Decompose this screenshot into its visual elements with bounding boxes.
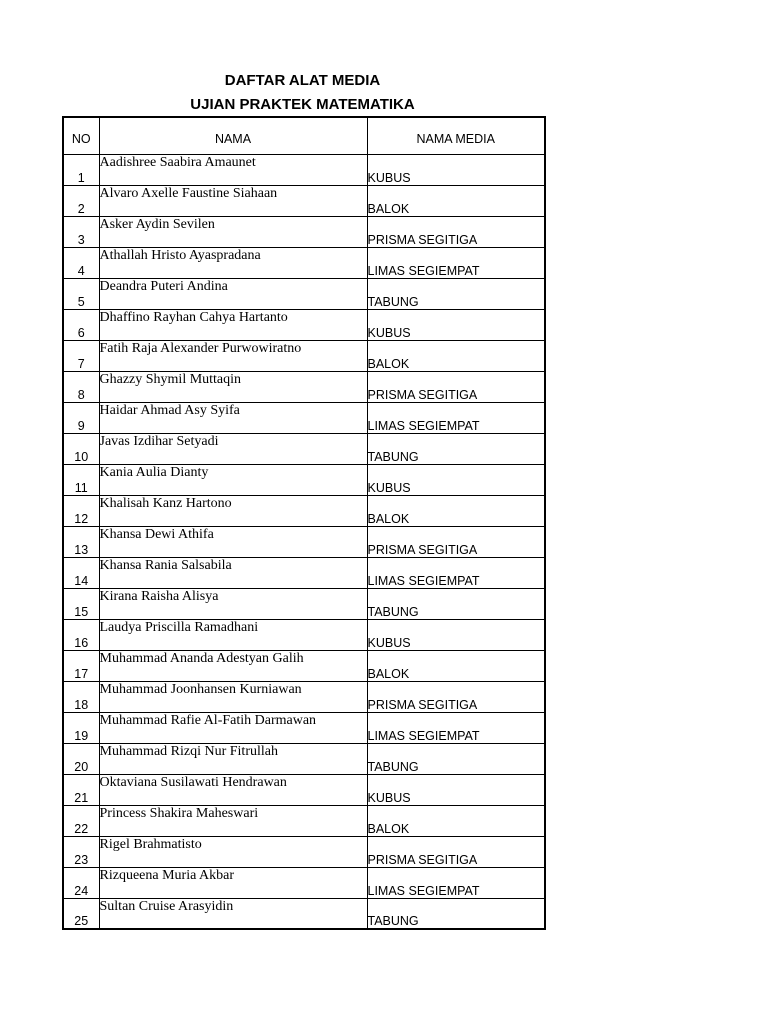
header-no: NO [63, 117, 99, 154]
table-row [63, 836, 545, 867]
media-name: PRISMA SEGITIGA [367, 681, 545, 712]
table-row [63, 154, 545, 185]
media-name: KUBUS [367, 154, 545, 185]
header-nama: NAMA [99, 117, 367, 154]
header-nama-media: NAMA MEDIA [367, 117, 545, 154]
student-name: Alvaro Axelle Faustine Siahaan [99, 185, 367, 216]
table-row [63, 650, 545, 681]
row-number: 16 [63, 619, 99, 650]
media-name: TABUNG [367, 898, 545, 929]
table-row [63, 557, 545, 588]
student-name: Sultan Cruise Arasyidin [99, 898, 367, 929]
table-header-row [63, 117, 545, 154]
table-row [63, 867, 545, 898]
student-name: Princess Shakira Maheswari [99, 805, 367, 836]
row-number: 2 [63, 185, 99, 216]
row-number: 21 [63, 774, 99, 805]
media-name: LIMAS SEGIEMPAT [367, 402, 545, 433]
row-number: 15 [63, 588, 99, 619]
row-number: 24 [63, 867, 99, 898]
media-name: BALOK [367, 805, 545, 836]
media-name: TABUNG [367, 743, 545, 774]
table-row [63, 712, 545, 743]
media-name: LIMAS SEGIEMPAT [367, 712, 545, 743]
student-name: Rigel Brahmatisto [99, 836, 367, 867]
table-row [63, 309, 545, 340]
row-number: 14 [63, 557, 99, 588]
student-name: Muhammad Joonhansen Kurniawan [99, 681, 367, 712]
media-name: BALOK [367, 495, 545, 526]
student-name: Javas Izdihar Setyadi [99, 433, 367, 464]
row-number: 12 [63, 495, 99, 526]
student-name: Fatih Raja Alexander Purwowiratno [99, 340, 367, 371]
student-name: Deandra Puteri Andina [99, 278, 367, 309]
row-number: 9 [63, 402, 99, 433]
media-name: PRISMA SEGITIGA [367, 836, 545, 867]
student-name: Muhammad Ananda Adestyan Galih [99, 650, 367, 681]
student-name: Oktaviana Susilawati Hendrawan [99, 774, 367, 805]
row-number: 7 [63, 340, 99, 371]
row-number: 11 [63, 464, 99, 495]
table-row [63, 247, 545, 278]
table-row [63, 805, 545, 836]
media-name: PRISMA SEGITIGA [367, 216, 545, 247]
table-row [63, 743, 545, 774]
media-name: BALOK [367, 650, 545, 681]
row-number: 5 [63, 278, 99, 309]
table-row [63, 340, 545, 371]
media-name: PRISMA SEGITIGA [367, 371, 545, 402]
row-number: 6 [63, 309, 99, 340]
media-table [62, 116, 546, 930]
table-row [63, 433, 545, 464]
table-row [63, 495, 545, 526]
row-number: 19 [63, 712, 99, 743]
table-row [63, 681, 545, 712]
row-number: 10 [63, 433, 99, 464]
document-subtitle: UJIAN PRAKTEK MATEMATIKA [190, 96, 415, 113]
student-name: Khalisah Kanz Hartono [99, 495, 367, 526]
student-name: Kania Aulia Dianty [99, 464, 367, 495]
media-name: PRISMA SEGITIGA [367, 526, 545, 557]
student-name: Dhaffino Rayhan Cahya Hartanto [99, 309, 367, 340]
media-name: LIMAS SEGIEMPAT [367, 247, 545, 278]
student-name: Muhammad Rafie Al-Fatih Darmawan [99, 712, 367, 743]
row-number: 3 [63, 216, 99, 247]
student-name: Rizqueena Muria Akbar [99, 867, 367, 898]
student-name: Kirana Raisha Alisya [99, 588, 367, 619]
student-name: Ghazzy Shymil Muttaqin [99, 371, 367, 402]
table-row [63, 464, 545, 495]
student-name: Muhammad Rizqi Nur Fitrullah [99, 743, 367, 774]
table-row [63, 278, 545, 309]
table-row [63, 216, 545, 247]
row-number: 18 [63, 681, 99, 712]
media-name: LIMAS SEGIEMPAT [367, 557, 545, 588]
student-name: Athallah Hristo Ayaspradana [99, 247, 367, 278]
table-row [63, 526, 545, 557]
media-name: KUBUS [367, 309, 545, 340]
media-name: TABUNG [367, 278, 545, 309]
table-row [63, 402, 545, 433]
student-name: Haidar Ahmad Asy Syifa [99, 402, 367, 433]
row-number: 13 [63, 526, 99, 557]
student-name: Khansa Rania Salsabila [99, 557, 367, 588]
media-name: TABUNG [367, 433, 545, 464]
table-row [63, 371, 545, 402]
row-number: 1 [63, 154, 99, 185]
table-row [63, 774, 545, 805]
table-row [63, 185, 545, 216]
student-name: Asker Aydin Sevilen [99, 216, 367, 247]
media-name: LIMAS SEGIEMPAT [367, 867, 545, 898]
row-number: 17 [63, 650, 99, 681]
row-number: 8 [63, 371, 99, 402]
media-name: KUBUS [367, 619, 545, 650]
row-number: 25 [63, 898, 99, 929]
table-row [63, 588, 545, 619]
student-name: Aadishree Saabira Amaunet [99, 154, 367, 185]
media-name: KUBUS [367, 464, 545, 495]
row-number: 4 [63, 247, 99, 278]
student-name: Laudya Priscilla Ramadhani [99, 619, 367, 650]
row-number: 23 [63, 836, 99, 867]
table-body [63, 154, 545, 929]
document-title: DAFTAR ALAT MEDIA [224, 72, 381, 89]
row-number: 20 [63, 743, 99, 774]
media-name: KUBUS [367, 774, 545, 805]
table-row [63, 898, 545, 929]
media-name: BALOK [367, 340, 545, 371]
student-name: Khansa Dewi Athifa [99, 526, 367, 557]
row-number: 22 [63, 805, 99, 836]
table-row [63, 619, 545, 650]
media-name: BALOK [367, 185, 545, 216]
media-name: TABUNG [367, 588, 545, 619]
